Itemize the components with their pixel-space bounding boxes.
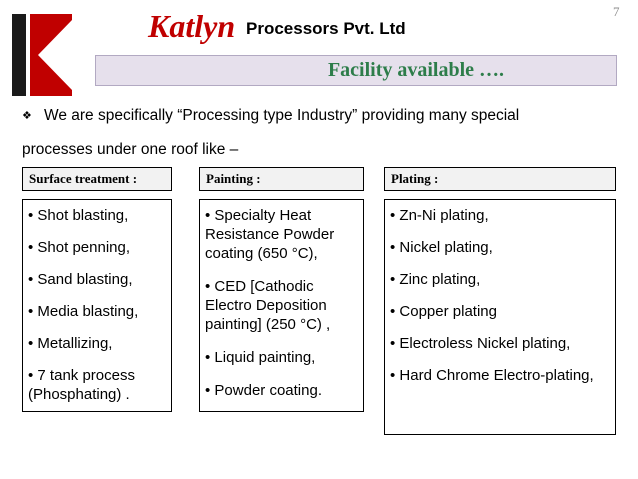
- list-item: • Shot penning,: [28, 239, 130, 256]
- list-item: • Zinc plating,: [390, 271, 481, 288]
- title-bar: [95, 55, 617, 86]
- list-item: • Powder coating.: [205, 382, 322, 399]
- list-item: • Metallizing,: [28, 335, 113, 352]
- page-title: Facility available ….: [327, 59, 505, 81]
- intro-text-1: We are specifically “Processing type Industry” providing many special: [44, 107, 520, 124]
- katlyn-logo-icon: [12, 14, 72, 96]
- intro-line-1: [22, 99, 622, 133]
- diamond-bullet-icon: ❖: [22, 110, 32, 122]
- painting-list: [199, 199, 364, 412]
- brand-suffix: Processors Pvt. Ltd: [246, 19, 406, 38]
- surface-treatment-list: [22, 199, 172, 412]
- list-item: • 7 tank process (Phosphating) .: [28, 367, 135, 403]
- list-item: • Sand blasting,: [28, 271, 133, 288]
- brand-name: Katlyn: [148, 8, 236, 44]
- column-header-plating: Plating :: [384, 167, 616, 191]
- list-item: • Shot blasting,: [28, 207, 129, 224]
- intro-line-2: processes under one roof like –: [22, 141, 239, 158]
- list-item: • Zn-Ni plating,: [390, 207, 489, 224]
- intro-paragraph: [22, 99, 622, 167]
- plating-list: [384, 199, 616, 435]
- list-item: • Copper plating: [390, 303, 497, 320]
- page-number: 7: [613, 4, 620, 19]
- list-item: • Electroless Nickel plating,: [390, 335, 571, 352]
- list-item: • Liquid painting,: [205, 349, 316, 366]
- column-header-painting: Painting :: [199, 167, 364, 191]
- list-item: • CED [Cathodic Electro Deposition painting] (250 °C) ,: [205, 278, 331, 333]
- list-item: • Hard Chrome Electro-plating,: [390, 367, 594, 384]
- column-header-surface-treatment: Surface treatment :: [22, 167, 172, 191]
- list-item: • Specialty Heat Resistance Powder coating (650 °C),: [205, 207, 335, 262]
- list-item: • Nickel plating,: [390, 239, 493, 256]
- list-item: • Media blasting,: [28, 303, 139, 320]
